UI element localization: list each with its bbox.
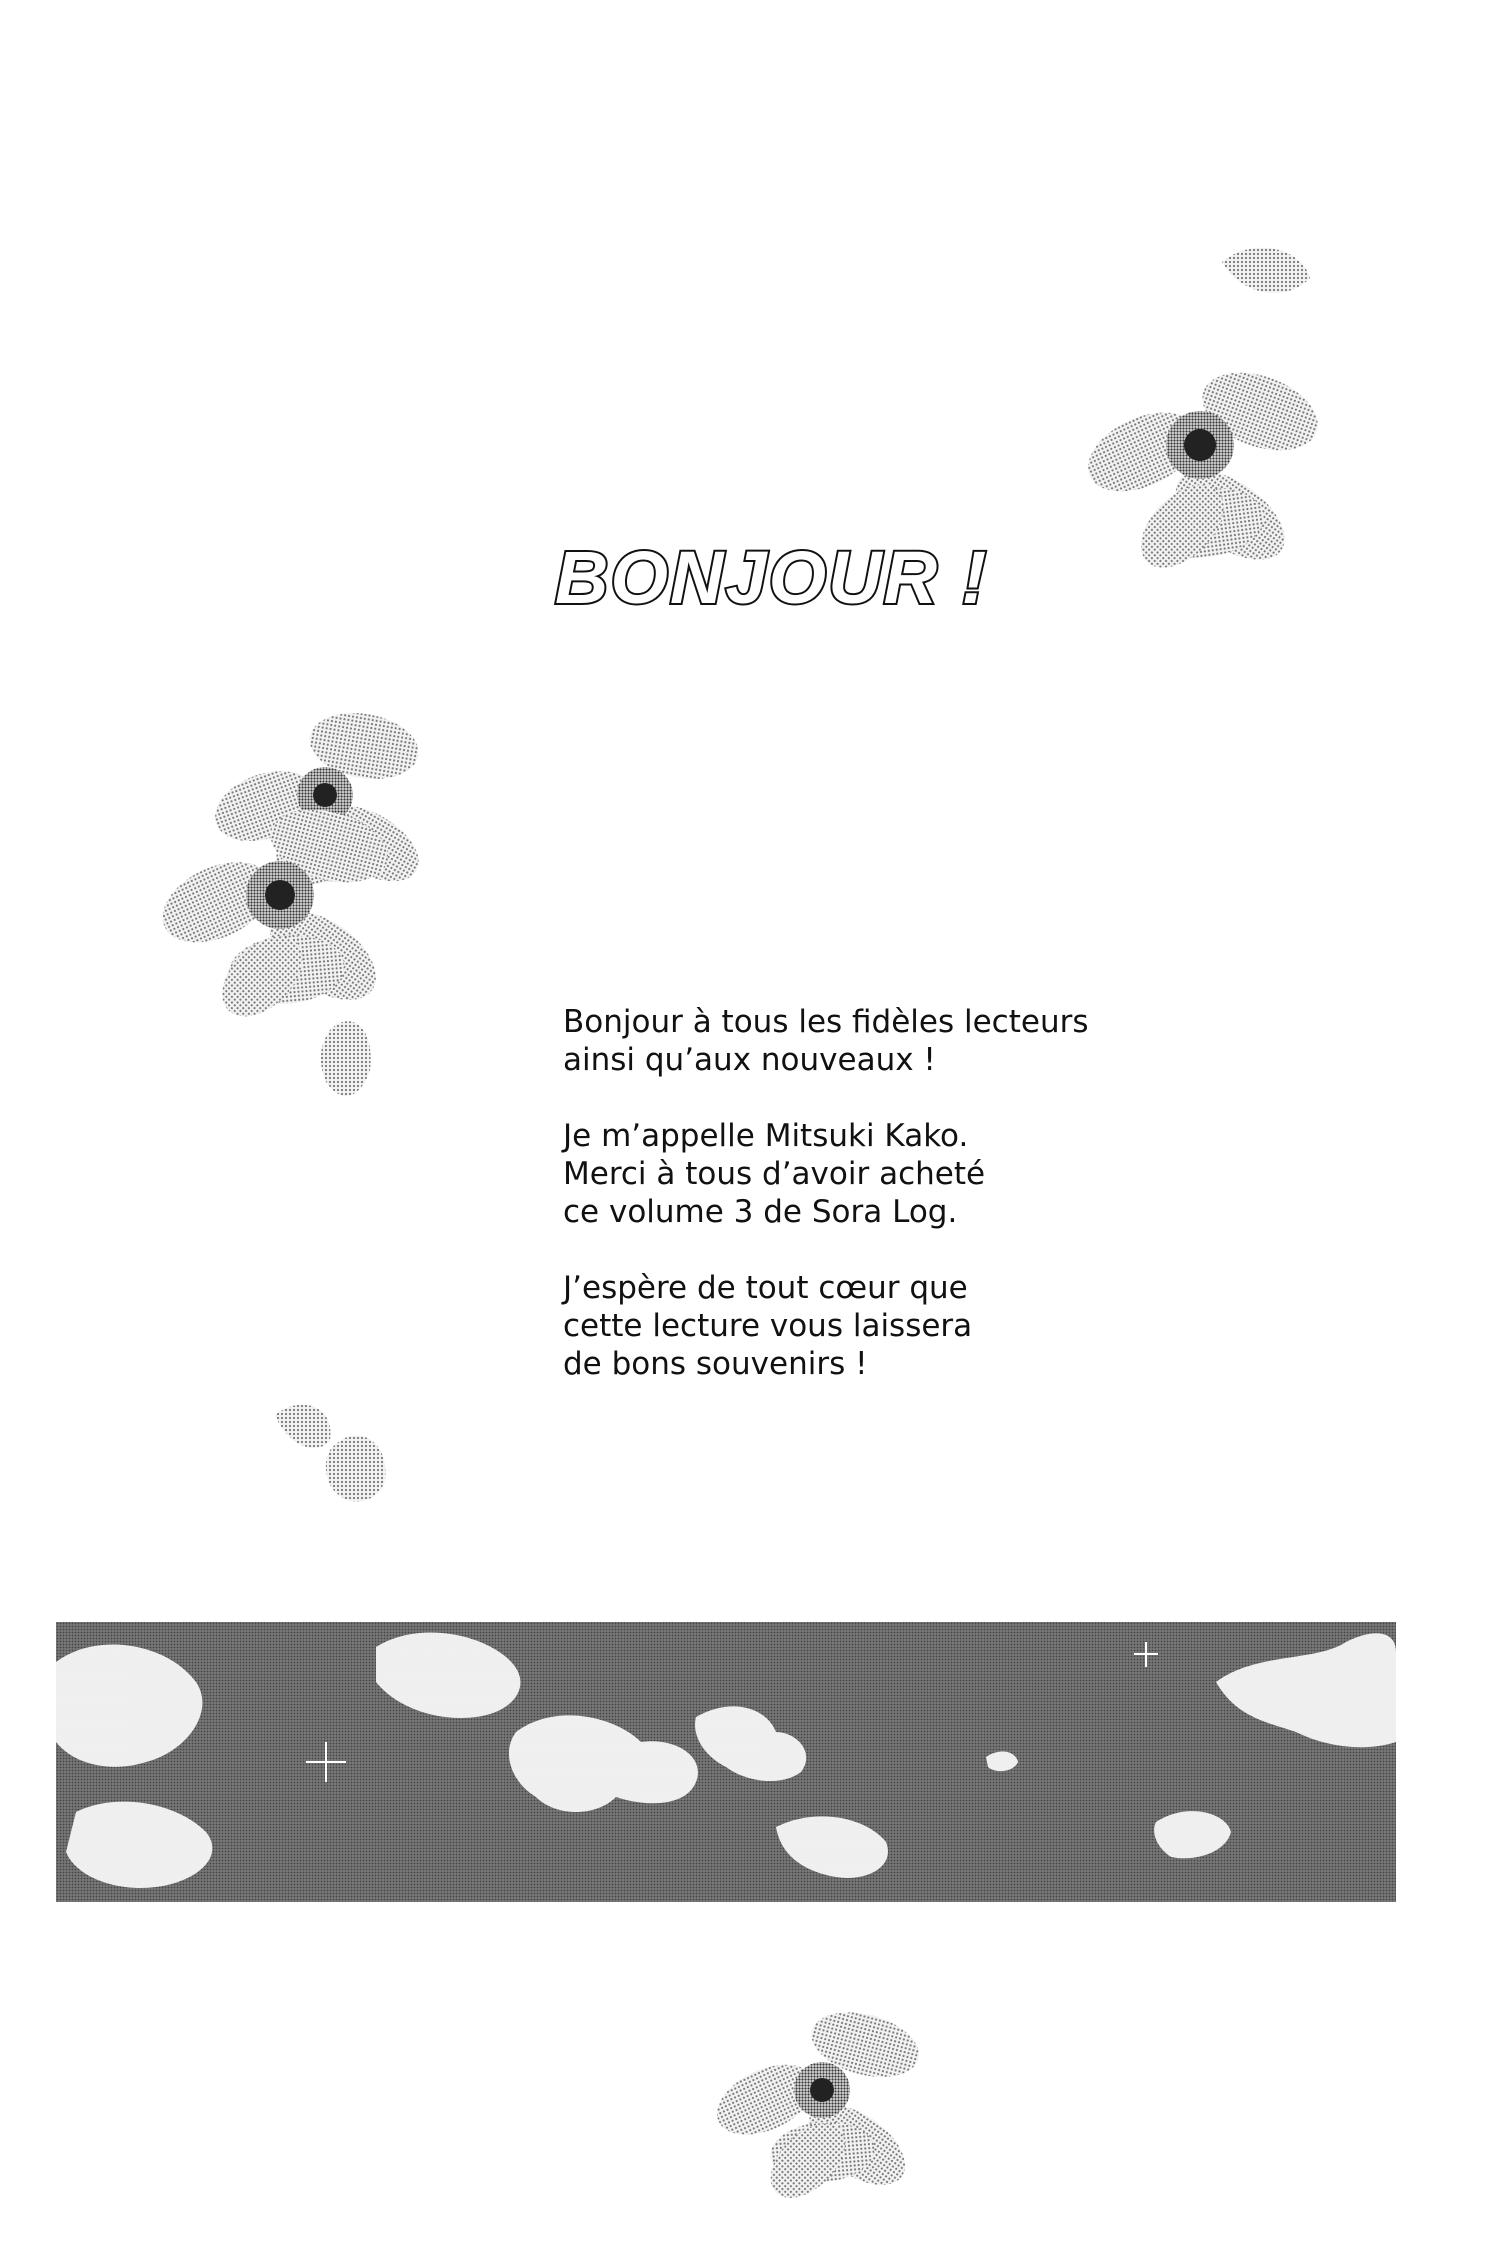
- message-line: de bons souvenirs !: [563, 1346, 868, 1382]
- message-paragraph: [563, 1269, 1183, 1383]
- clouds-illustration: [56, 1622, 1396, 1902]
- petal-icon: [321, 1021, 371, 1096]
- greeting-message: [563, 1003, 1183, 1421]
- message-paragraph: [563, 1117, 1183, 1231]
- flower-icon: [706, 2001, 926, 2211]
- petal-icon: [1222, 248, 1310, 293]
- message-line: ce volume 3 de Sora Log.: [563, 1194, 958, 1230]
- message-line: Bonjour à tous les fidèles lecteurs: [563, 1004, 1089, 1040]
- message-paragraph: [563, 1003, 1183, 1079]
- message-line: Merci à tous d’avoir acheté: [563, 1156, 986, 1192]
- petal-icon: [275, 1405, 385, 1502]
- flower-icon: [1076, 358, 1329, 583]
- message-line: ainsi qu’aux nouveaux !: [563, 1042, 936, 1078]
- flower-icon: [150, 798, 396, 1032]
- sky-band: [56, 1622, 1396, 1902]
- page-title: BONJOUR !: [555, 536, 989, 619]
- message-line: cette lecture vous laissera: [563, 1308, 973, 1344]
- message-line: J’espère de tout cœur que: [563, 1270, 968, 1306]
- message-line: Je m’appelle Mitsuki Kako.: [563, 1118, 969, 1154]
